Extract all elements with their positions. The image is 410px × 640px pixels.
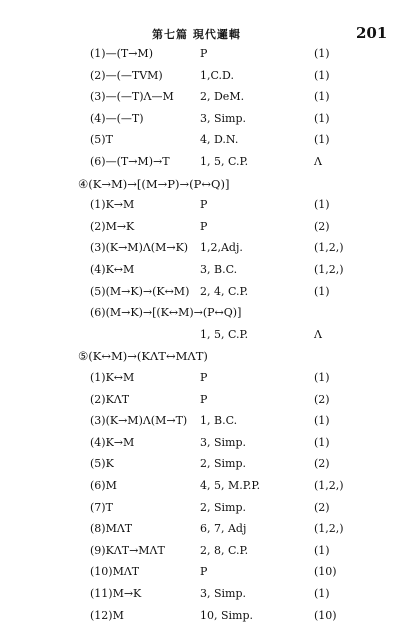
line-dependency: (1,2,) [314, 263, 344, 276]
proof-line [0, 519, 410, 541]
problem-formula: ④(K→M)→[(M→P)→(P↔Q)] [78, 176, 230, 191]
line-justification: 3, Simp. [200, 111, 247, 125]
proof-line [0, 44, 410, 66]
line-justification: 3, Simp. [200, 587, 247, 600]
proof-line [0, 411, 410, 433]
proof-line [0, 325, 410, 347]
line-formula: (3)(K→M)Λ(M→T) [90, 414, 188, 428]
line-dependency: (1) [314, 111, 330, 125]
line-dependency: (1) [314, 198, 330, 212]
proof-line [0, 282, 410, 304]
line-dependency: (1) [314, 435, 330, 449]
line-justification: 1, B.C. [200, 414, 238, 428]
line-dependency: (1,2,) [314, 522, 344, 536]
line-dependency: (2) [314, 500, 330, 514]
line-formula: (2)KΛT [90, 392, 130, 406]
proof-line [0, 87, 410, 109]
line-dependency: (10) [314, 608, 337, 622]
line-formula: (11)M→K [90, 587, 142, 600]
line-justification: 2, 4, C.P. [200, 284, 249, 298]
line-justification: P [200, 371, 208, 384]
line-dependency: (1) [314, 371, 330, 384]
line-formula: (4)K→M [90, 435, 135, 449]
line-dependency: (2) [314, 457, 330, 471]
proof-line [0, 433, 410, 455]
line-formula: (2)M→K [90, 219, 135, 233]
line-justification: 4, 5, M.P.P. [200, 479, 261, 492]
proof-line [0, 238, 410, 260]
line-formula: (5)T [90, 133, 113, 147]
proof-line [0, 130, 410, 152]
proof-line [0, 260, 410, 282]
line-dependency: (2) [314, 219, 330, 233]
proof-line [0, 109, 410, 131]
line-formula: (4)—(—T) [90, 111, 144, 125]
line-formula: (10)MΛT [90, 565, 140, 579]
proof-line [0, 390, 410, 412]
line-formula: (5)K [90, 457, 114, 471]
line-justification: P [200, 392, 208, 406]
line-justification: 3, B.C. [200, 263, 238, 276]
proof-line [0, 498, 410, 520]
page-number: 201 [356, 24, 388, 42]
line-justification: 1, 5, C.P. [200, 327, 249, 341]
line-justification: 1, 5, C.P. [200, 155, 249, 168]
proof-line [0, 562, 410, 584]
proof-line [0, 66, 410, 88]
line-dependency: Λ [314, 155, 322, 168]
line-formula: (7)T [90, 500, 113, 514]
line-formula: (9)KΛT→MΛT [90, 543, 165, 557]
line-justification: 10, Simp. [200, 608, 254, 622]
line-formula: (8)MΛT [90, 522, 133, 536]
proof-line [0, 152, 410, 174]
line-dependency: (10) [314, 565, 337, 579]
line-dependency: (1,2,) [314, 479, 344, 492]
proof-line [0, 606, 410, 628]
proof-line [0, 303, 410, 325]
line-formula: (3)(K→M)Λ(M→K) [90, 241, 189, 255]
line-formula: (2)—(—TVM) [90, 68, 163, 82]
line-formula: (1)—(T→M) [90, 47, 153, 60]
line-justification: 2, 8, C.P. [200, 543, 249, 557]
line-dependency: (1) [314, 68, 330, 82]
line-justification: 2, Simp. [200, 500, 247, 514]
line-justification: P [200, 198, 208, 212]
line-dependency: (1) [314, 587, 330, 600]
line-formula: (12)M [90, 608, 124, 622]
line-formula: (1)K→M [90, 198, 135, 212]
line-dependency: (1) [314, 90, 330, 104]
line-dependency: (1) [314, 133, 330, 147]
line-justification: 1,C.D. [200, 68, 234, 82]
proof-line [0, 584, 410, 606]
proof-line [0, 195, 410, 217]
problem-statement [0, 174, 410, 196]
line-justification: P [200, 219, 208, 233]
line-dependency: (1) [314, 284, 330, 298]
line-formula: (6)(M→K)→[(K↔M)→(P↔Q)] [90, 306, 242, 320]
line-justification: 2, Simp. [200, 457, 247, 471]
proof-line [0, 217, 410, 239]
line-dependency: (1) [314, 47, 330, 60]
line-justification: 2, DeM. [200, 90, 245, 104]
line-justification: 1,2,Adj. [200, 241, 243, 255]
line-formula: (5)(M→K)→(K↔M) [90, 284, 190, 298]
running-title: 第七篇 現代邏輯 [152, 28, 241, 41]
line-formula: (6)M [90, 479, 117, 492]
line-formula: (3)—(—T)Λ—M [90, 90, 174, 104]
line-dependency: (1) [314, 414, 330, 428]
line-justification: 3, Simp. [200, 435, 247, 449]
line-formula: (4)K↔M [90, 263, 135, 276]
proof-line [0, 476, 410, 498]
line-justification: P [200, 47, 208, 60]
line-dependency: Λ [314, 327, 322, 341]
problem-formula: ⑤(K↔M)→(KΛT↔MΛT) [78, 349, 208, 364]
proof-line [0, 541, 410, 563]
proof-line [0, 454, 410, 476]
line-formula: (6)—(T→M)→T [90, 155, 170, 168]
line-justification: 6, 7, Adj [200, 522, 247, 536]
line-dependency: (1) [314, 543, 330, 557]
proof-line [0, 368, 410, 390]
line-dependency: (1,2,) [314, 241, 344, 255]
page-header [0, 24, 410, 44]
line-dependency: (2) [314, 392, 330, 406]
line-justification: P [200, 565, 208, 579]
line-justification: 4, D.N. [200, 133, 239, 147]
line-formula: (1)K↔M [90, 371, 135, 384]
problem-statement [0, 346, 410, 368]
